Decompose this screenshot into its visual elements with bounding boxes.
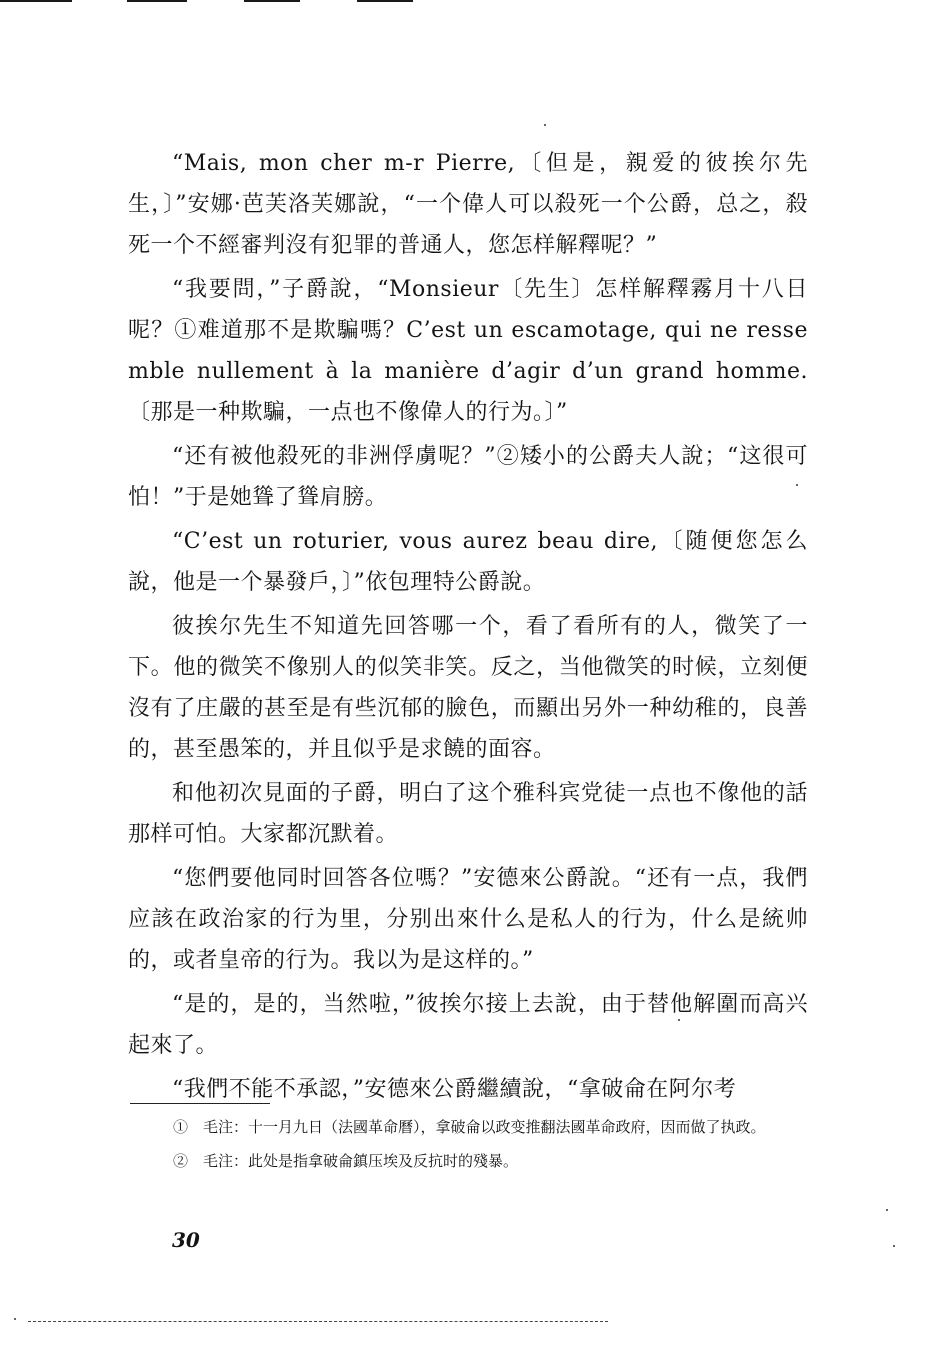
paragraph: “是的，是的，当然啦，”彼挨尔接上去說，由于替他解圍而高兴起來了。	[128, 992, 808, 1058]
paragraph: 和他初次見面的子爵，明白了这个雅科宾党徒一点也不像他的話那样可怕。大家都沉默着。	[128, 781, 808, 847]
footnote: ① 毛注：十一月九日（法國革命曆），拿破侖以政变推翻法國革命政府，因而做了执政。	[173, 1118, 766, 1136]
paragraph: “还有被他殺死的非洲俘虜呢？”②矮小的公爵夫人說；“这很可怕！”于是她聳了聳肩膀。	[128, 444, 808, 510]
page-number: 30	[172, 1228, 200, 1252]
top-border-segment	[244, 0, 300, 2]
scan-speck	[544, 124, 546, 126]
scan-speck	[886, 1209, 888, 1211]
paragraph: “您們要他同时回答各位嗎？”安德來公爵說。“还有一点，我們应該在政治家的行为里，分别出來什么是私人的行为，什么是統帅的，或者皇帝的行为。我以为是这样的。”	[128, 866, 808, 973]
top-border-segment	[127, 0, 187, 2]
scan-speck	[14, 1318, 16, 1320]
top-border-segment	[357, 0, 413, 2]
paragraph: “我要問，”子爵說，“Monsieur〔先生〕怎样解釋霧月十八日呢？①难道那不是欺騙嗎？C’est un escamotage, qui ne ressemble nullement à la manière d’agir d’un grand homme.〔那是一种欺騙，一点也不像偉人的行为。〕”	[128, 277, 808, 425]
top-border-segment	[0, 0, 72, 2]
bottom-scan-line	[28, 1321, 608, 1322]
paragraph: “我們不能不承認，”安德來公爵繼續說，“拿破侖在阿尔考	[172, 1077, 737, 1102]
scan-speck	[893, 1245, 895, 1247]
paragraph: “Mais, mon cher m-r Pierre,〔但是，親爱的彼挨尔先生，〕”安娜·芭芙洛芙娜說，“一个偉人可以殺死一个公爵，总之，殺死一个不經審判沒有犯罪的普通人，您怎样解釋呢？”	[128, 151, 808, 258]
footnotes	[128, 1113, 808, 1175]
paragraph: 彼挨尔先生不知道先回答哪一个，看了看所有的人，微笑了一下。他的微笑不像别人的似笑非笑。反之，当他微笑的时候，立刻便沒有了庄嚴的甚至是有些沉郁的臉色，而顯出另外一种幼稚的，良善的，甚至愚笨的，并且似乎是求饒的面容。	[128, 614, 808, 762]
scan-speck	[796, 484, 798, 486]
footnote: ② 毛注：此处是指拿破侖鎮压埃及反抗时的殘暴。	[173, 1152, 519, 1170]
scan-speck	[678, 1019, 680, 1021]
body-text	[128, 143, 808, 1110]
footnote-divider	[130, 1103, 270, 1104]
paragraph: “C’est un roturier, vous aurez beau dire,〔随便您怎么說，他是一个暴發戶，〕”依包理特公爵說。	[128, 529, 808, 595]
